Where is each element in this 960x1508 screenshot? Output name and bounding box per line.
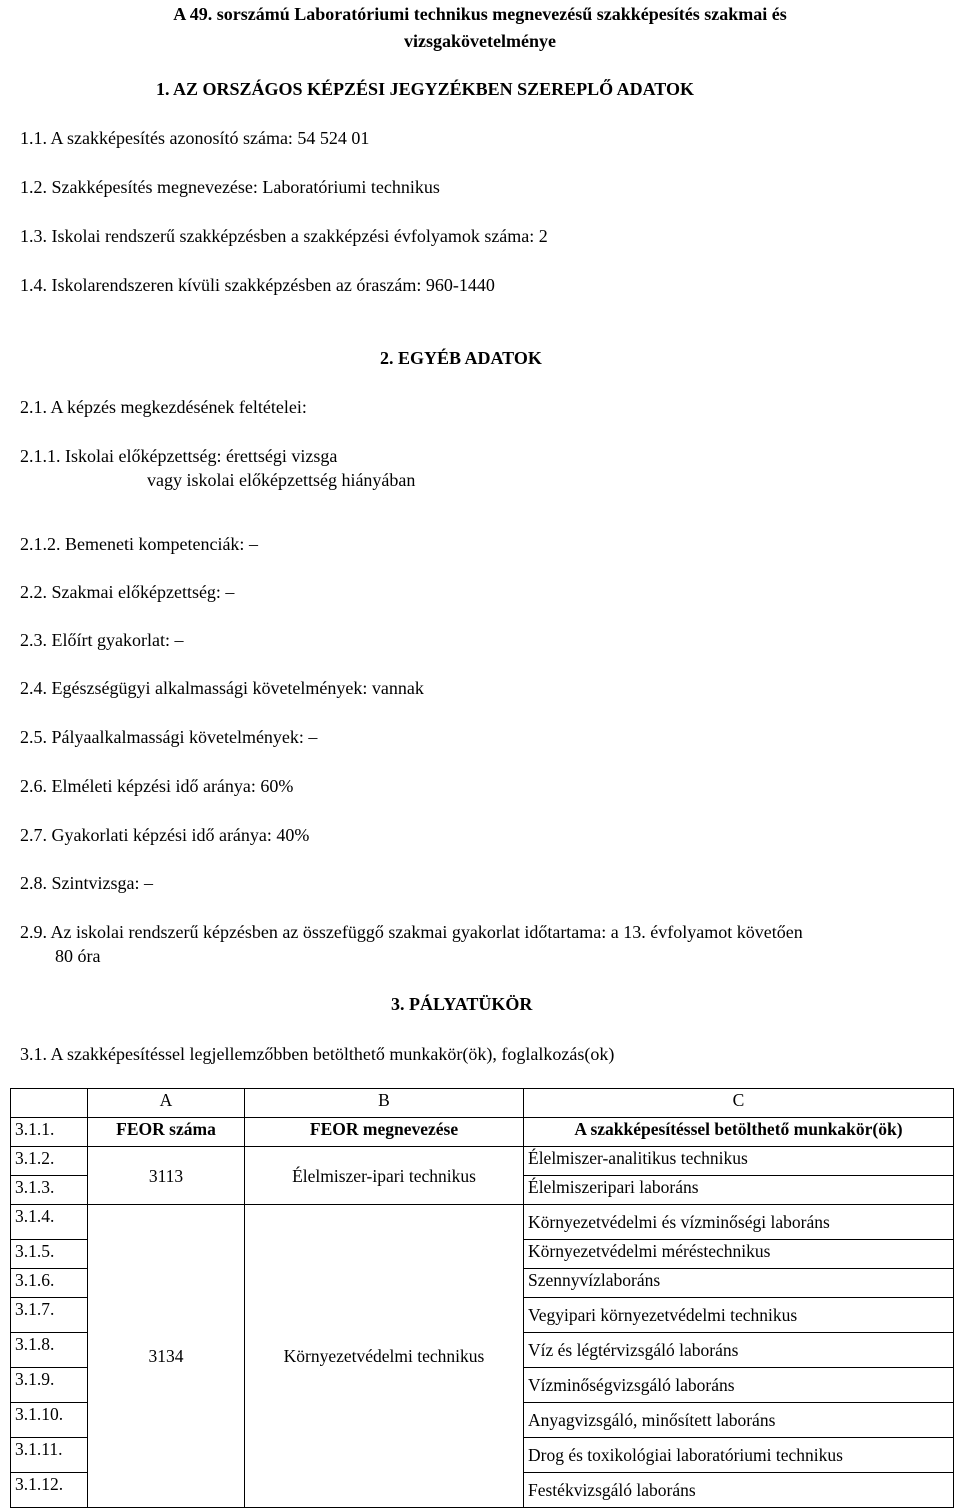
feor-number-3113: 3113: [88, 1147, 245, 1205]
item-1-3: 1.3. Iskolai rendszerű szakképzésben a szakképzési évfolyamok száma: 2: [20, 226, 548, 246]
row-number: 3.1.6.: [11, 1269, 88, 1298]
document-title-line2: vizsgakövetelménye: [404, 31, 556, 51]
row-number: 3.1.1.: [11, 1118, 88, 1147]
header-feor-number: FEOR száma: [88, 1118, 245, 1147]
table-header-row: [11, 1118, 954, 1147]
row-number: 3.1.5.: [11, 1240, 88, 1269]
section2-heading: 2. EGYÉB ADATOK: [380, 348, 542, 368]
item-2-1-2: 2.1.2. Bemeneti kompetenciák: –: [20, 534, 258, 554]
row-number: 3.1.2.: [11, 1147, 88, 1176]
row-number: 3.1.4.: [11, 1205, 88, 1240]
row-number: 3.1.3.: [11, 1176, 88, 1205]
item-2-1-1-line2: vagy iskolai előképzettség hiányában: [147, 470, 416, 490]
header-occupations: A szakképesítéssel betölthető munkakör(ök): [524, 1118, 954, 1147]
item-2-2: 2.2. Szakmai előképzettség: –: [20, 582, 235, 602]
item-2-1-1-line1: 2.1.1. Iskolai előképzettség: érettségi vizsga: [20, 446, 338, 466]
row-number: 3.1.10.: [11, 1403, 88, 1438]
item-2-5: 2.5. Pályaalkalmassági követelmények: –: [20, 727, 318, 747]
item-2-1: 2.1. A képzés megkezdésének feltételei:: [20, 397, 307, 417]
feor-name-food-industry: Élelmiszer-ipari technikus: [245, 1147, 524, 1205]
header-feor-name: FEOR megnevezése: [245, 1118, 524, 1147]
occupation-cell: Élelmiszer-analitikus technikus: [524, 1147, 954, 1176]
item-2-4: 2.4. Egészségügyi alkalmassági követelmények: vannak: [20, 678, 424, 698]
occupation-cell: Szennyvízlaboráns: [524, 1269, 954, 1298]
table-row: [11, 1205, 954, 1240]
feor-name-environmental: Környezetvédelmi technikus: [245, 1205, 524, 1508]
table-column-letters-row: [11, 1089, 954, 1118]
document-title-line1: A 49. sorszámú Laboratóriumi technikus megnevezésű szakképesítés szakmai és: [173, 4, 787, 24]
item-3-1: 3.1. A szakképesítéssel legjellemzőbben betölthető munkakör(ök), foglalkozás(ok): [20, 1044, 615, 1064]
item-1-2: 1.2. Szakképesítés megnevezése: Laboratóriumi technikus: [20, 177, 440, 197]
feor-number-3134: 3134: [88, 1205, 245, 1508]
row-number: 3.1.9.: [11, 1368, 88, 1403]
table-empty-cell: [11, 1089, 88, 1118]
item-2-7: 2.7. Gyakorlati képzési idő aránya: 40%: [20, 825, 310, 845]
occupation-cell: Környezetvédelmi méréstechnikus: [524, 1240, 954, 1269]
occupation-cell: Környezetvédelmi és vízminőségi laboráns: [524, 1205, 954, 1240]
occupation-cell: Élelmiszeripari laboráns: [524, 1176, 954, 1205]
row-number: 3.1.11.: [11, 1438, 88, 1473]
occupation-cell: Vízminőségvizsgáló laboráns: [524, 1368, 954, 1403]
item-2-8: 2.8. Szintvizsga: –: [20, 873, 153, 893]
row-number: 3.1.12.: [11, 1473, 88, 1508]
section1-heading: 1. AZ ORSZÁGOS KÉPZÉSI JEGYZÉKBEN SZEREPLŐ ADATOK: [156, 79, 694, 99]
occupations-table: [10, 1088, 954, 1508]
column-letter-a: A: [88, 1089, 245, 1118]
item-2-6: 2.6. Elméleti képzési idő aránya: 60%: [20, 776, 294, 796]
column-letter-c: C: [524, 1089, 954, 1118]
occupation-cell: Víz és légtérvizsgáló laboráns: [524, 1333, 954, 1368]
occupation-cell: Drog és toxikológiai laboratóriumi technikus: [524, 1438, 954, 1473]
table-row: [11, 1147, 954, 1176]
column-letter-b: B: [245, 1089, 524, 1118]
item-1-4: 1.4. Iskolarendszeren kívüli szakképzésben az óraszám: 960-1440: [20, 275, 495, 295]
item-2-9-line1: 2.9. Az iskolai rendszerű képzésben az összefüggő szakmai gyakorlat időtartama: a 13. évfolyamot követően: [20, 922, 803, 942]
occupation-cell: Vegyipari környezetvédelmi technikus: [524, 1298, 954, 1333]
row-number: 3.1.8.: [11, 1333, 88, 1368]
item-2-9-line2: 80 óra: [55, 946, 101, 966]
section3-heading: 3. PÁLYATÜKÖR: [391, 994, 533, 1014]
item-1-1: 1.1. A szakképesítés azonosító száma: 54 524 01: [20, 128, 370, 148]
row-number: 3.1.7.: [11, 1298, 88, 1333]
item-2-3: 2.3. Előírt gyakorlat: –: [20, 630, 184, 650]
occupation-cell: Festékvizsgáló laboráns: [524, 1473, 954, 1508]
occupation-cell: Anyagvizsgáló, minősített laboráns: [524, 1403, 954, 1438]
